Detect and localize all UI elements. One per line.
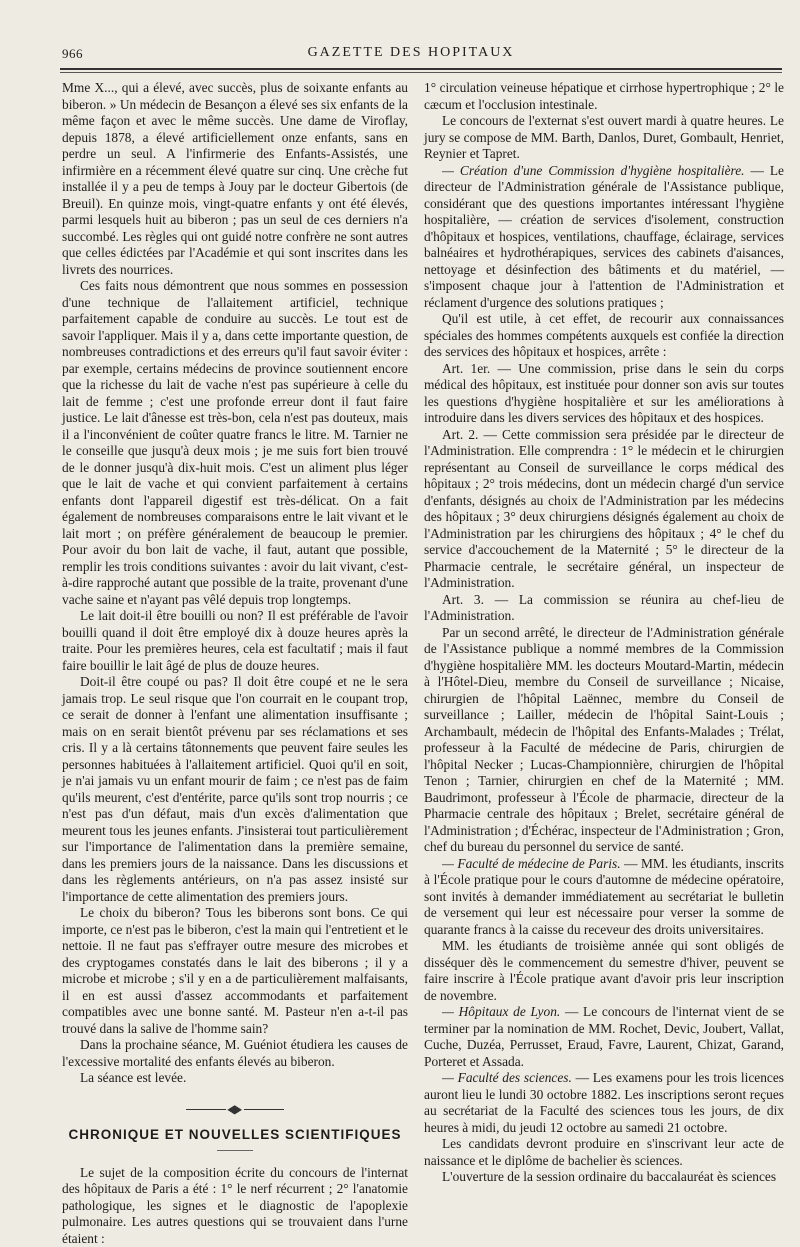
- paragraph: Dans la prochaine séance, M. Guéniot étudiera les causes de l'excessive mortalité des enfants élevés au biberon.: [62, 1037, 408, 1070]
- paragraph: [424, 1070, 784, 1136]
- paragraph: La séance est levée.: [62, 1070, 408, 1087]
- paragraph-text: — MM. les étudiants, inscrits à l'École pratique pour le cours d'automne de médecine opératoire, sont invités à demander immédiatement au secrétariat le bulletin de versement qui leur est nécessaire pour verser la somme de quarante francs à la caisse du receveur des droits universitaires.: [424, 856, 784, 937]
- paragraph: Doit-il être coupé ou pas? Il doit être coupé et ne le sera jamais trop. Le seul risque que l'on courrait en le coupant trop, ce serait de donner à l'enfant une alimentation insuffisante ; mais on en serait bientôt prévenu par ses réclamations et ses cris. Il y a là certains tâtonnements que peuvent faire seules les personnes habituées à l'allaitement artificiel. Quoi qu'il en soit, je n'ai jamais vu un enfant mourir de faim ; ce n'est pas de faim qu'ils meurent, c'est d'entérite, parce qu'ils sont trop nourris ; ce n'est pas d'un défaut, mais d'un excès d'alimentation que meurent tous les jeunes enfants. J'insisterai tout particulièrement sur l'importance de l'alimentation dans la première semaine, dans les premiers jours de la naissance. Dans les discussions et dans les règlements antérieurs, on n'a pas assez insisté sur l'importance de cette alimentation des premiers jours.: [62, 674, 408, 905]
- header-rule-thin: [60, 72, 782, 73]
- paragraph: [424, 1169, 784, 1186]
- paragraph: [424, 856, 784, 939]
- paragraph: Mme X..., qui a élevé, avec succès, plus de soixante enfants au biberon. » Un médecin de Besançon a élevé ses six enfants de la même façon et avec le même succès. Une dame de Viroflay, depuis 1878, a élevé artificiellement onze enfants, sans en perdre un seul. A l'infirmerie des Enfants-Assistés, une infirmière en a récemment élevé quatre sur cinq. Une crèche fut installée il y a peu de temps à Jouy par le docteur Gibertois (de Breuil). En quinze mois, vingt-quatre enfants y ont été élevés, parmi lesquels huit au biberon ; pas un seul de ces derniers n'a succombé. Les règles qui ont guidé notre confrère ne sont autres que celles édictées par l'Académie et qui sont inscrites dans les livrets des nourrices.: [62, 80, 408, 278]
- paragraph-text: Par un second arrêté, le directeur de l'Administration générale de l'Assistance publique a nommé membres de la Commission d'hygiène hospitalière MM. les docteurs Moutard-Martin, médecin à l'Hôtel-Dieu, membre du Conseil de surveillance ; Nicaise, chirurgien de l'hôpital Laënnec, membre du Conseil de surveillance ; Lailler, médecin de l'hôpital Saint-Louis ; Archambault, médecin de l'hôpital des Enfants-Malades ; Trélat, professeur à la Faculté de médecine de Paris, chirurgien de l'hôpital Necker ; Lucas-Championnière, chirurgien de l'hôpital Tenon ; Tarnier, chirurgien en chef de la Maternité ; MM. Baudrimont, professeur à l'École de pharmacie, directeur de la Pharmacie centrale des hôpitaux ; Brelet, secrétaire général de l'Administration ; d'Échérac, inspecteur de l'Administration ; Gron, chef du bureau du personnel du service de santé.: [424, 625, 784, 855]
- paragraph-lead: — Faculté de médecine de Paris.: [442, 856, 621, 871]
- paragraph: Le choix du biberon? Tous les biberons sont bons. Ce qui importe, ce n'est pas le biberon, c'est la main qui l'entretient et le nettoie. Il ne faut pas s'effrayer outre mesure des microbes et des cryptogames constatés dans le lait des biberons ; il y a microbe et microbe ; s'il y en a de particulièrement malfaisants, il en est aussi d'assez accommodants et parfaitement compatibles avec une bonne santé. M. Pasteur n'en a-t-il pas trouvé dans la salive de l'homme sain?: [62, 905, 408, 1037]
- right-column: [424, 80, 784, 1186]
- paragraph-text: Le concours de l'externat s'est ouvert mardi à quatre heures. Le jury se compose de MM. Barth, Danlos, Duret, Gombault, Henriet, Reynier et Tapret.: [424, 113, 784, 161]
- diamond-ornament-icon: ◆: [228, 1101, 243, 1118]
- section-title: CHRONIQUE ET NOUVELLES SCIENTIFIQUES: [62, 1127, 408, 1144]
- paragraph: [424, 311, 784, 361]
- paragraph: [424, 1136, 784, 1169]
- paragraph: Ces faits nous démontrent que nous sommes en possession d'une technique de l'allaitement artificiel, technique parfaitement capable de conduire au succès. Le tout est de savoir l'appliquer. Mais il y a, dans cette importante question, de nombreuses contradictions et des erreurs qu'il faut savoir éviter : par exemple, certains médecins de province soutiennent encore que la richesse du lait de vache n'est pas supérieure à celle du lait de femme ; c'est une profonde erreur dont il faut faire justice. Le lait d'ânesse est très-bon, cela n'est pas douteux, mais il a l'inconvénient de coûter quatre francs le litre. M. Tarnier ne le conseille que jusqu'à deux mois ; je me suis fort bien trouvé de le donner jusqu'à dix-huit mois. C'est un aliment plus léger que le lait de vache et qui convient parfaitement à certains enfants dont l'appareil digestif est très-délicat. On a fait également de nombreuses comparaisons entre le lait vivant et le lait mort ; on préfère généralement de beaucoup le premier. Pour avoir du bon lait de vache, il faut, autant que possible, remplir les trois conditions suivantes : avoir du lait vivant, c'est-à-dire rapproché autant que possible de la traite, provenant d'une vache saine et n'ayant pas vêlé depuis trop longtemps.: [62, 278, 408, 608]
- paragraph-text: — Le directeur de l'Administration générale de l'Assistance publique, considérant que des questions importantes intéressant l'hygiène hospitalière, — création de services d'isolement, construction d'hôpitaux et hospices, ventilations, chauffage, éclairage, services balnéaires et hydrothérapiques, services des cabinets d'aisances, nettoyage et désinfection des bâtiments et du matériel, — s'imposent chaque jour à l'attention de l'Administration et réclament d'urgence des solutions pratiques ;: [424, 163, 784, 310]
- paragraph: [424, 938, 784, 1004]
- header-rule-thick: [60, 68, 782, 70]
- paragraph-text: Art. 3. — La commission se réunira au chef-lieu de l'Administration.: [424, 592, 784, 624]
- paragraph-text: Qu'il est utile, à cet effet, de recourir aux connaissances spéciales des hommes compétents auxquels est confiée la direction des services des hôpitaux et hospices, arrête :: [424, 311, 784, 359]
- paragraph-lead: — Création d'une Commission d'hygiène hospitalière.: [442, 163, 745, 178]
- section-divider: [217, 1150, 253, 1151]
- paragraph: [424, 163, 784, 312]
- paragraph: [424, 625, 784, 856]
- paragraph-text: Art. 2. — Cette commission sera présidée par le directeur de l'Administration. Elle comprendra : 1° le médecin et le chirurgien représentant au Conseil de surveillance le corps médical des hôpitaux ; 2° trois médecins, dont un médecin chargé d'un service d'enfants, désignés au choix de l'Administration par les médecins des hôpitaux ; 3° deux chirurgiens désignés également au choix de l'Administration par les chirurgiens des hôpitaux ; 4° le chef du service d'accouchement de la Maternité ; 5° le directeur de la Pharmacie centrale, le secrétaire général, un inspecteur de l'Administration.: [424, 427, 784, 591]
- paragraph-text: 1° circulation veineuse hépatique et cirrhose hypertrophique ; 2° le cæcum et l'occlusion intestinale.: [424, 80, 784, 112]
- paragraph-lead: — Faculté des sciences.: [442, 1070, 572, 1085]
- paragraph: [424, 427, 784, 592]
- page-header: [40, 44, 782, 64]
- running-title: GAZETTE DES HOPITAUX: [40, 45, 782, 61]
- paragraph: [424, 592, 784, 625]
- page-number: 966: [62, 46, 83, 62]
- paragraph-text: MM. les étudiants de troisième année qui sont obligés de disséquer dès le commencement du semestre d'hiver, peuvent se faire inscrire à l'École pratique avant d'avoir pris leur inscription de novembre.: [424, 938, 784, 1003]
- paragraph-text: Art. 1er. — Une commission, prise dans le sein du corps médical des hôpitaux, est instituée pour donner son avis sur toutes les questions d'hygiène hospitalière et sur les améliorations à introduire dans les divers services des hôpitaux et des hospices.: [424, 361, 784, 426]
- paragraph: [424, 361, 784, 427]
- paragraph: Le sujet de la composition écrite du concours de l'internat des hôpitaux de Paris a été : 1° le nerf récurrent ; 2° l'anatomie pathologique, les signes et le diagnostic de l'apoplexie pulmonaire. Les autres questions qui se trouvaient dans l'urne étaient :: [62, 1165, 408, 1247]
- section-ornament: [62, 1101, 408, 1118]
- paragraph-text: L'ouverture de la session ordinaire du baccalauréat ès sciences: [442, 1169, 776, 1184]
- paragraph-text: — Le concours de l'internat vient de se terminer par la nomination de MM. Rochet, Devic, Joubert, Vallat, Cuche, Duzéa, Perrusset, Eraud, Favre, Laurent, Chizat, Garand, Porteret et Assada.: [424, 1004, 784, 1069]
- paragraph: Le lait doit-il être bouilli ou non? Il est préférable de l'avoir bouilli quand il doit être employé dix à douze heures après la traite. Pour les premières heures, cela est facultatif ; mais il faut faire bouillir le lait âgé de plus de douze heures.: [62, 608, 408, 674]
- paragraph-text: — Les examens pour les trois licences auront lieu le lundi 30 octobre 1882. Les inscriptions seront reçues au secrétariat de la Faculté des sciences tous les jours, de dix heures à midi, du jeudi 12 octobre au samedi 21 octobre.: [424, 1070, 784, 1135]
- paragraph: [424, 80, 784, 113]
- left-column: [62, 80, 408, 1247]
- paragraph-text: Les candidats devront produire en s'inscrivant leur acte de naissance et le diplôme de bachelier ès sciences.: [424, 1136, 784, 1168]
- paragraph-lead: — Hôpitaux de Lyon.: [442, 1004, 560, 1019]
- paragraph: [424, 113, 784, 163]
- paragraph: [424, 1004, 784, 1070]
